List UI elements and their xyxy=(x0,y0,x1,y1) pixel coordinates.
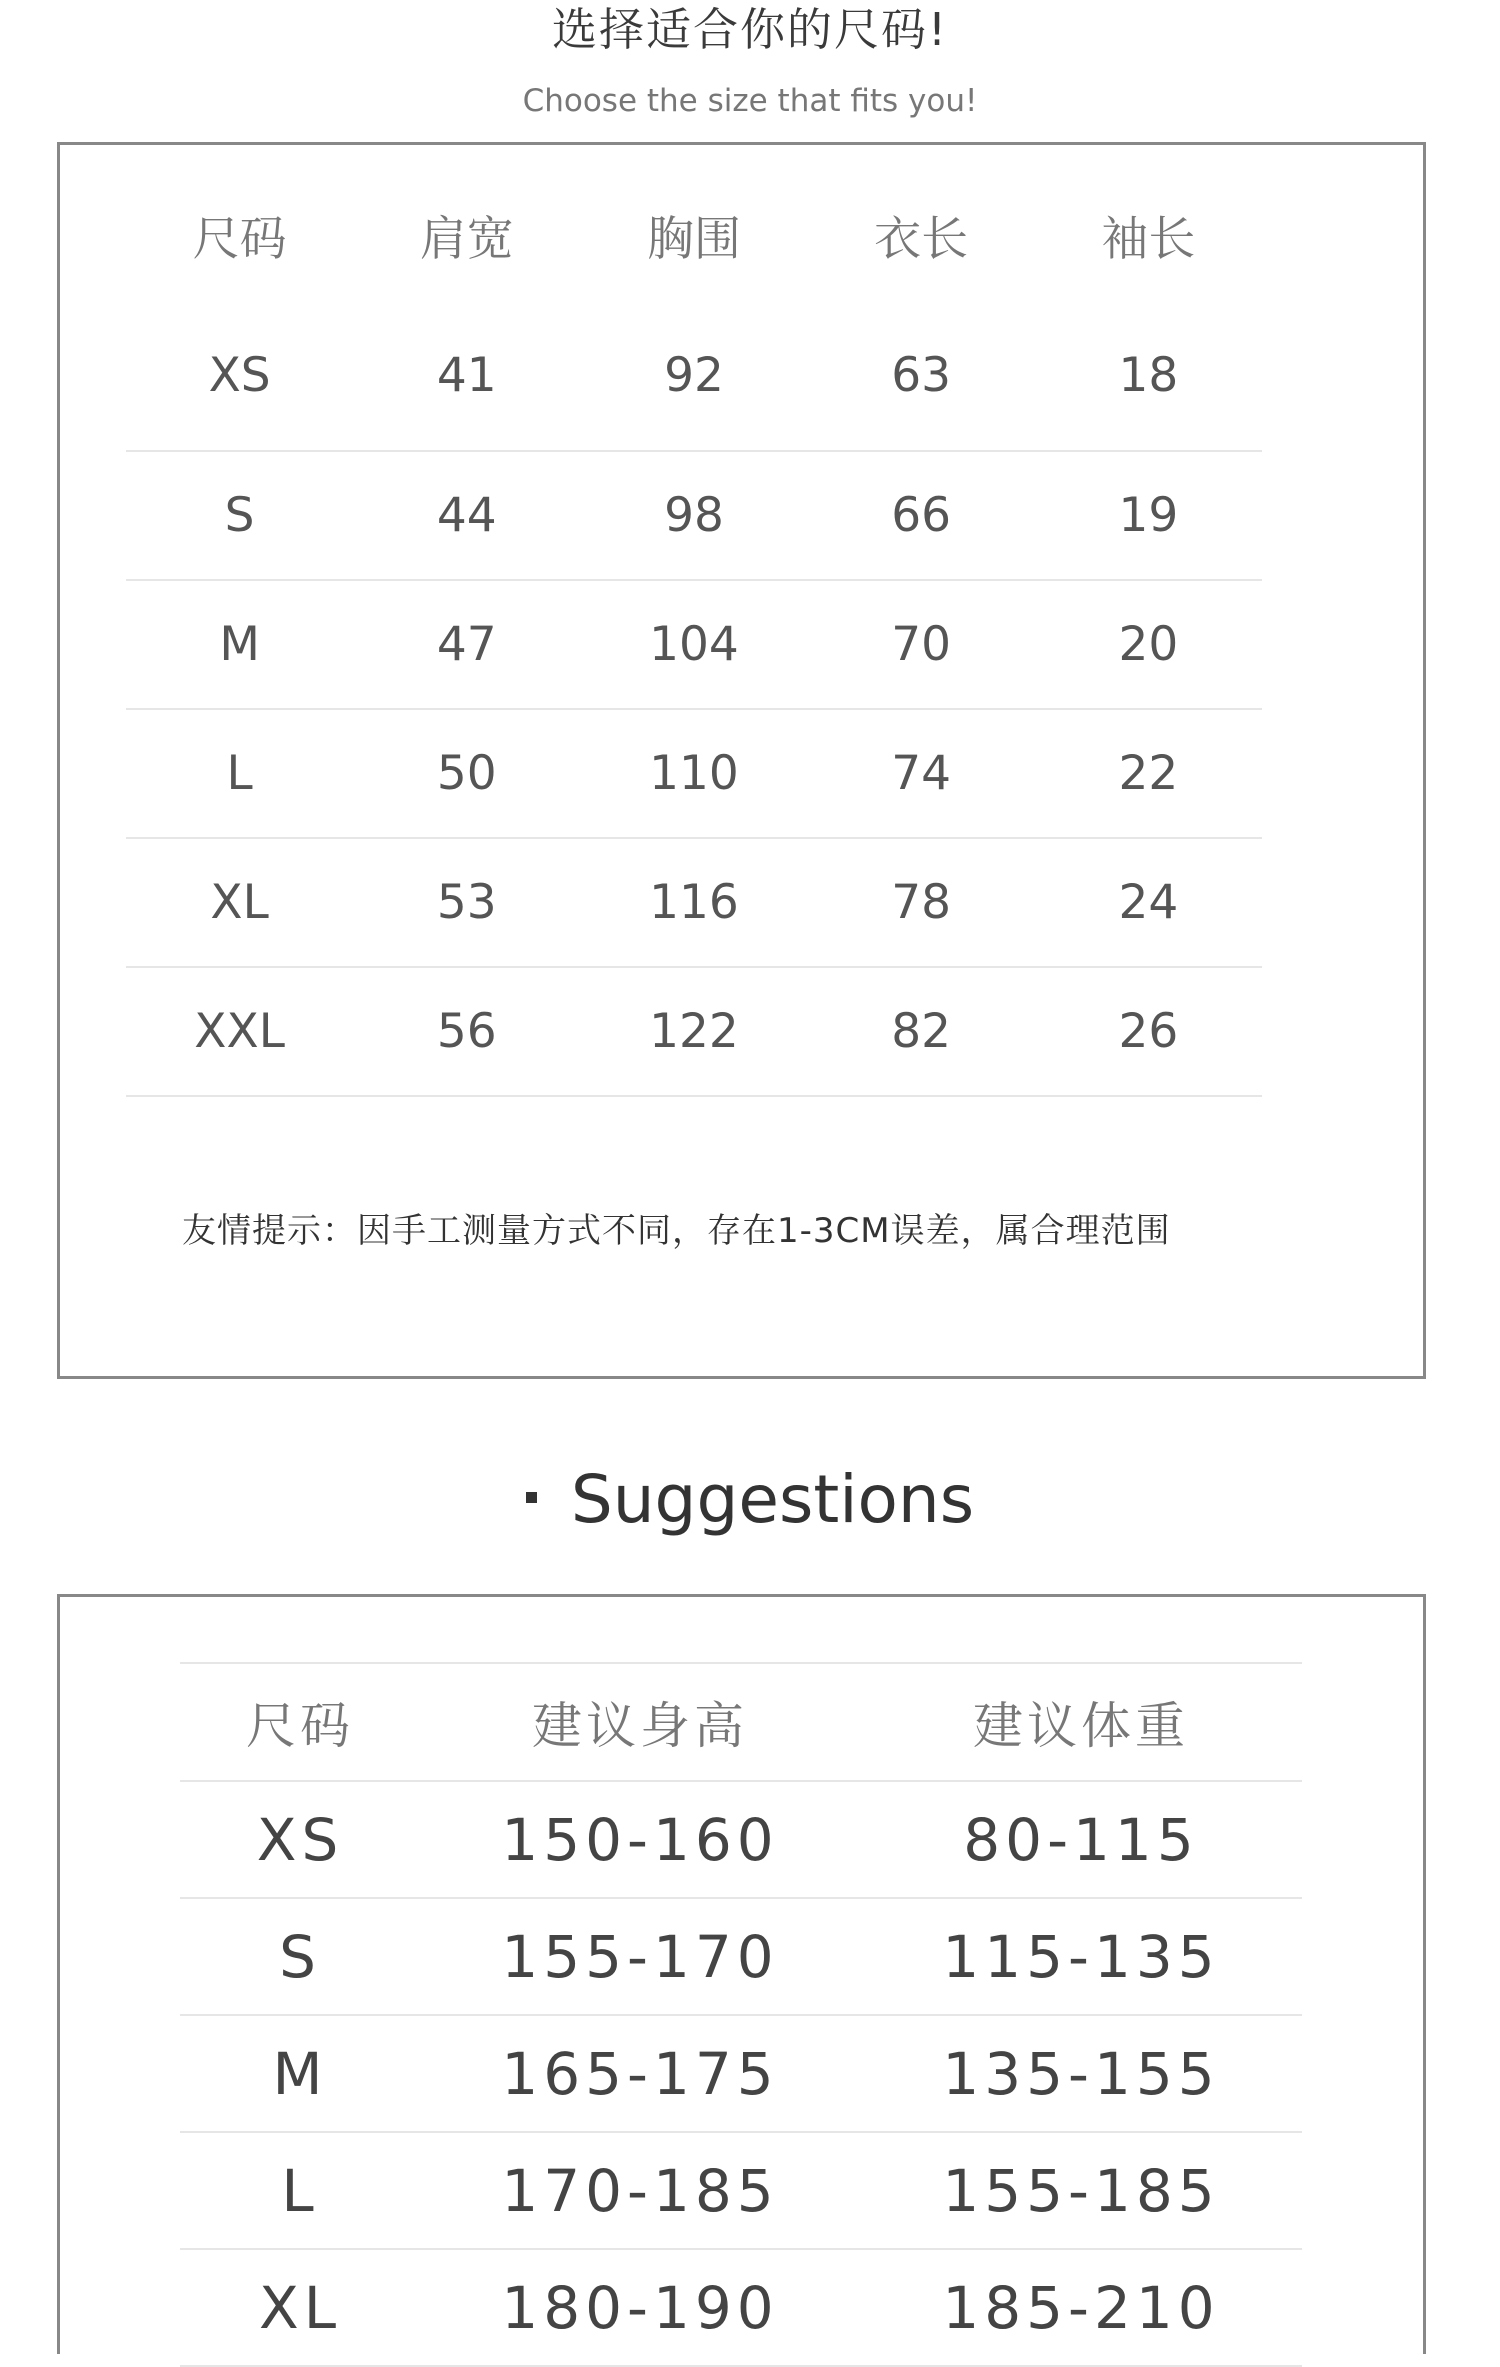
shoulder-cell: 41 xyxy=(353,300,580,451)
height-cell: 180-190 xyxy=(420,2249,860,2366)
size-cell: S xyxy=(180,1898,420,2015)
table-row xyxy=(126,709,1262,838)
table-row xyxy=(126,580,1262,709)
table-row xyxy=(126,451,1262,580)
shoulder-cell: 56 xyxy=(353,967,580,1096)
size-cell: XL xyxy=(126,838,353,967)
size-cell: XL xyxy=(180,2249,420,2366)
sleeve-cell: 19 xyxy=(1035,451,1262,580)
table-row xyxy=(126,838,1262,967)
sleeve-cell: 18 xyxy=(1035,300,1262,451)
size-cell: M xyxy=(126,580,353,709)
shoulder-cell: 53 xyxy=(353,838,580,967)
suggestions-table xyxy=(180,1662,1302,2367)
table-row xyxy=(180,1781,1302,1898)
bullet-icon xyxy=(526,1492,537,1503)
column-header-chest: 胸围 xyxy=(646,211,741,267)
size-cell: S xyxy=(126,451,353,580)
column-header-weight: 建议体重 xyxy=(860,1663,1302,1781)
length-cell: 82 xyxy=(808,967,1035,1096)
length-cell: 78 xyxy=(808,838,1035,967)
sleeve-cell: 24 xyxy=(1035,838,1262,967)
column-header-height: 建议身高 xyxy=(420,1663,860,1781)
size-chart-header-row xyxy=(126,170,1262,300)
measurement-note: 友情提示：因手工测量方式不同，存在1-3CM误差，属合理范围 xyxy=(182,1211,1171,1251)
height-cell: 170-185 xyxy=(420,2132,860,2249)
weight-cell: 135-155 xyxy=(860,2015,1302,2132)
suggestions-header-row xyxy=(180,1663,1302,1781)
weight-cell: 115-135 xyxy=(860,1898,1302,2015)
height-cell: 155-170 xyxy=(420,1898,860,2015)
table-row xyxy=(126,300,1262,451)
length-cell: 66 xyxy=(808,451,1035,580)
suggestions-heading xyxy=(0,1460,1500,1540)
height-cell: 150-160 xyxy=(420,1781,860,1898)
column-header-sleeve: 袖长 xyxy=(1101,211,1196,267)
size-chart-table xyxy=(126,170,1262,1097)
size-cell: XXL xyxy=(126,967,353,1096)
page-title: 选择适合你的尺码! xyxy=(551,3,949,56)
chest-cell: 92 xyxy=(580,300,807,451)
length-cell: 74 xyxy=(808,709,1035,838)
size-cell: M xyxy=(180,2015,420,2132)
size-cell: L xyxy=(126,709,353,838)
size-cell: XS xyxy=(180,1781,420,1898)
table-row xyxy=(180,2132,1302,2249)
chest-cell: 116 xyxy=(580,838,807,967)
table-row xyxy=(180,1898,1302,2015)
weight-cell: 80-115 xyxy=(860,1781,1302,1898)
column-header-shoulder: 肩宽 xyxy=(419,211,514,267)
column-header-size: 尺码 xyxy=(192,211,287,267)
suggestions-heading-text: Suggestions xyxy=(570,1461,975,1538)
sleeve-cell: 26 xyxy=(1035,967,1262,1096)
sleeve-cell: 22 xyxy=(1035,709,1262,838)
table-row xyxy=(126,967,1262,1096)
chest-cell: 104 xyxy=(580,580,807,709)
sleeve-cell: 20 xyxy=(1035,580,1262,709)
table-row xyxy=(180,2015,1302,2132)
shoulder-cell: 47 xyxy=(353,580,580,709)
weight-cell: 185-210 xyxy=(860,2249,1302,2366)
chest-cell: 110 xyxy=(580,709,807,838)
shoulder-cell: 44 xyxy=(353,451,580,580)
chest-cell: 122 xyxy=(580,967,807,1096)
height-cell: 165-175 xyxy=(420,2015,860,2132)
column-header-length: 衣长 xyxy=(874,211,969,267)
table-row xyxy=(180,2249,1302,2366)
size-cell: L xyxy=(180,2132,420,2249)
page-subtitle: Choose the size that fits you! xyxy=(522,83,978,119)
length-cell: 63 xyxy=(808,300,1035,451)
column-header-size: 尺码 xyxy=(180,1663,420,1781)
size-cell: XS xyxy=(126,300,353,451)
chest-cell: 98 xyxy=(580,451,807,580)
weight-cell: 155-185 xyxy=(860,2132,1302,2249)
shoulder-cell: 50 xyxy=(353,709,580,838)
length-cell: 70 xyxy=(808,580,1035,709)
